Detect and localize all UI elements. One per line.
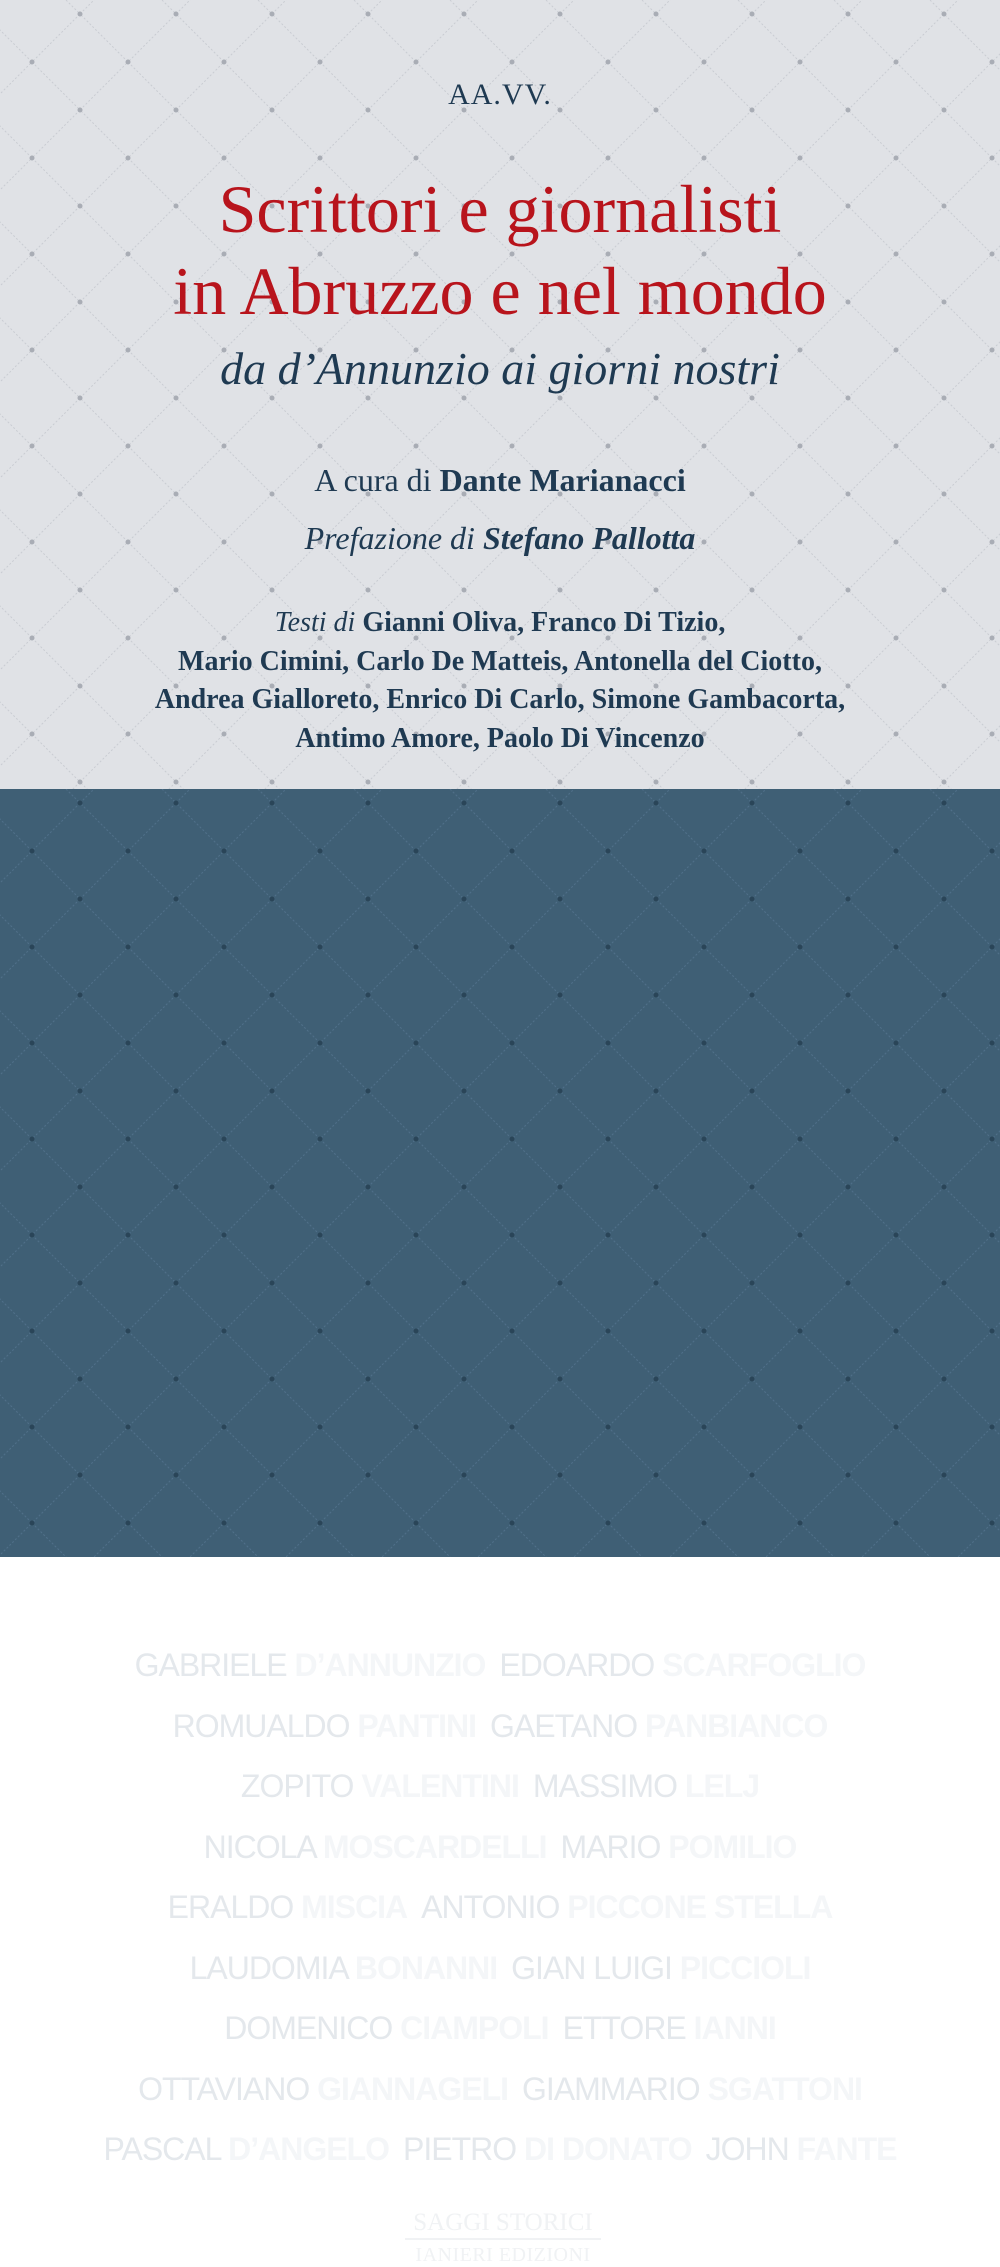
last-name: PICCONE STELLA (567, 1889, 833, 1925)
first-name: ROMUALDO (172, 1707, 350, 1744)
featured-name (190, 1950, 498, 1986)
last-name: SCARFOGLIO (662, 1647, 866, 1683)
first-name: PASCAL (103, 2131, 221, 2167)
contributors-line: Antimo Amore, Paolo Di Vincenzo (295, 722, 705, 754)
first-name: ETTORE (562, 2010, 686, 2046)
first-name: ZOPITO (240, 1768, 354, 1804)
featured-name (421, 1889, 832, 1925)
publisher-logo (405, 2209, 601, 2267)
title-line: in Abruzzo e nel mondo (173, 253, 827, 329)
first-name: MARIO (560, 1828, 661, 1865)
names-row (0, 1998, 1000, 2059)
first-name: GIAMMARIO (522, 2070, 700, 2107)
featured-name (499, 1647, 865, 1683)
last-name: D’ANNUNZIO (294, 1647, 486, 1683)
curator-label: A cura di (314, 462, 432, 498)
featured-name (511, 1950, 810, 1986)
texts-label: Testi di (274, 607, 356, 638)
last-name: CIAMPOLI (400, 2010, 549, 2046)
contributors-line: Gianni Oliva, Franco Di Tizio, (362, 607, 726, 638)
last-name: SGATTONI (707, 2070, 862, 2107)
last-name: LELJ (684, 1768, 760, 1804)
first-name: NICOLA (203, 1828, 315, 1865)
first-name: DOMENICO (224, 2010, 393, 2046)
featured-name (138, 2071, 508, 2107)
title-line: Scrittori e giornalisti (218, 171, 782, 247)
preface-label: Prefazione di (304, 520, 475, 556)
names-row (0, 2059, 1000, 2120)
names-row (0, 1938, 1000, 1999)
first-name: EDOARDO (499, 1647, 655, 1683)
last-name: DI DONATO (524, 2131, 692, 2167)
names-row (0, 1635, 1000, 1696)
cover-top-panel (0, 0, 1000, 789)
first-name: PIETRO (403, 2131, 517, 2167)
names-row (0, 1817, 1000, 1878)
first-name: GIAN LUIGI (511, 1949, 672, 1986)
cover-bottom-panel (0, 789, 1000, 2266)
first-name: MASSIMO (532, 1768, 677, 1804)
featured-name (706, 2131, 897, 2167)
first-name: LAUDOMIA (189, 1949, 347, 1986)
last-name: PICCIOLI (679, 1949, 811, 1986)
book-author: AA.VV. (448, 78, 552, 111)
names-row (0, 1696, 1000, 1757)
featured-name (173, 1708, 476, 1744)
last-name: FANTE (796, 2131, 897, 2167)
last-name: MISCIA (301, 1889, 408, 1925)
book-subtitle: da d’Annunzio ai giorni nostri (220, 343, 780, 394)
series-name: SAGGI STORICI (405, 2209, 601, 2240)
preface-name: Stefano Pallotta (482, 520, 696, 556)
first-name: JOHN (705, 2131, 789, 2167)
featured-name (135, 1647, 486, 1683)
contributors (0, 604, 1000, 758)
book-title (0, 168, 1000, 332)
contributors-line: Andrea Gialloreto, Enrico Di Carlo, Simone Gambacorta, (154, 684, 846, 715)
first-name: ERALDO (167, 1889, 294, 1925)
last-name: VALENTINI (361, 1768, 519, 1804)
first-name: GABRIELE (134, 1647, 287, 1683)
contributors-line: Mario Cimini, Carlo De Matteis, Antonella del Ciotto, (178, 645, 822, 677)
featured-names (0, 1635, 1000, 2180)
curator-credit (0, 462, 1000, 499)
last-name: PANTINI (357, 1707, 477, 1744)
featured-name (563, 2010, 776, 2046)
first-name: GAETANO (490, 1707, 638, 1744)
preface-credit (0, 520, 1000, 557)
featured-name (168, 1889, 407, 1925)
featured-name (241, 1768, 519, 1804)
last-name: BONANNI (354, 1949, 498, 1986)
names-row (0, 1756, 1000, 1817)
featured-name (490, 1708, 827, 1744)
diamond-pattern (0, 789, 1000, 1557)
featured-name (561, 1829, 797, 1865)
last-name: GIANNAGELI (317, 2070, 508, 2107)
curator-name: Dante Marianacci (439, 462, 686, 498)
first-name: OTTAVIANO (138, 2070, 310, 2107)
featured-name (522, 2071, 862, 2107)
last-name: MOSCARDELLI (322, 1828, 547, 1865)
last-name: IANNI (693, 2010, 776, 2046)
names-row (0, 2119, 1000, 2180)
last-name: POMILIO (668, 1828, 797, 1865)
names-row (0, 1877, 1000, 1938)
featured-name (533, 1768, 759, 1804)
featured-name (403, 2131, 692, 2167)
first-name: ANTONIO (421, 1889, 560, 1925)
featured-name (104, 2131, 390, 2167)
featured-name (204, 1829, 547, 1865)
publisher-name: IANIERI EDIZIONI (415, 2244, 591, 2266)
featured-name (224, 2010, 548, 2046)
last-name: D’ANGELO (228, 2131, 389, 2167)
last-name: PANBIANCO (645, 1707, 828, 1744)
